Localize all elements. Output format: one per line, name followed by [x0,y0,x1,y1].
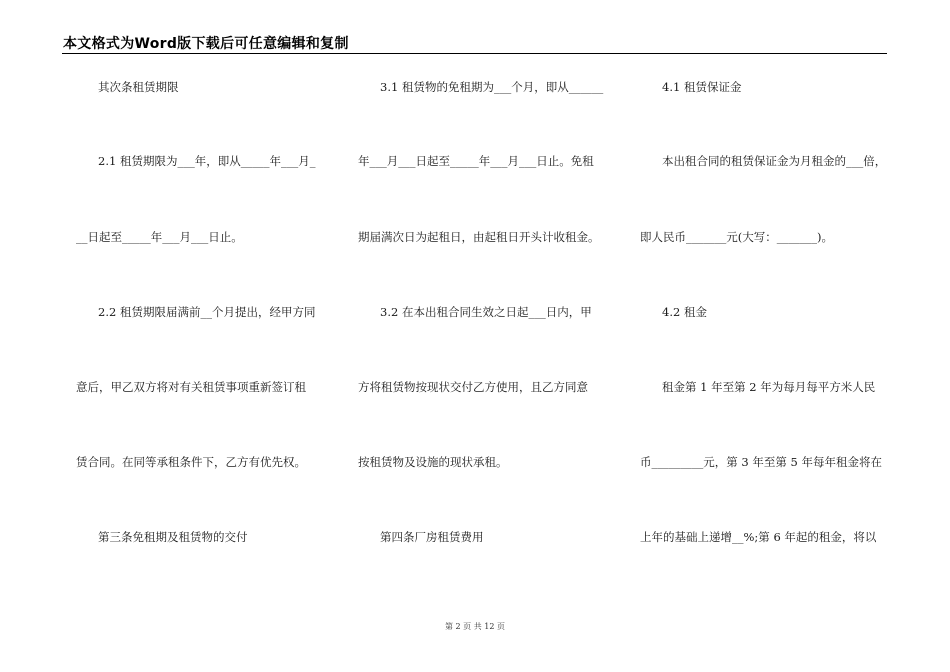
paragraph-line: 即人民币_______元(大写：_______)。 [640,230,833,244]
paragraph-line: 赁合同。在同等承租条件下，乙方有优先权。 [76,455,306,469]
paragraph-line: 4.1 租赁保证金 [662,80,742,94]
paragraph-line: 币_________元，第 3 年至第 5 年每年租金将在 [640,455,883,469]
document-header-title: 本文格式为Word版下载后可任意编辑和复制 [63,36,349,52]
paragraph-line: 按租赁物及设施的现状承租。 [358,455,508,469]
paragraph-line: 3.2 在本出租合同生效之日起___日内，甲 [380,305,592,319]
paragraph-line: 上年的基础上递增__%;第 6 年起的租金，将以 [640,530,877,544]
paragraph-line: 本出租合同的租赁保证金为月租金的___倍， [662,154,887,168]
paragraph-line: 2.2 租赁期限届满前__个月提出，经甲方同 [98,305,316,319]
paragraph-line: 方将租赁物按现状交付乙方使用，且乙方同意 [358,380,588,394]
page-number: 第 2 页 共 12 页 [445,622,505,631]
paragraph-line: 4.2 租金 [662,305,707,319]
paragraph-line: 3.1 租赁物的免租期为___个月，即从______ [380,80,604,94]
paragraph-line: 2.1 租赁期限为___年，即从_____年___月_ [98,154,316,168]
paragraph-line: 其次条租赁期限 [98,80,179,94]
paragraph-line: __日起至_____年___月___日止。 [76,230,243,244]
paragraph-line: 第四条厂房租赁费用 [380,530,484,544]
paragraph-line: 意后，甲乙双方将对有关租赁事项重新签订租 [76,380,306,394]
paragraph-line: 期届满次日为起租日，由起租日开头计收租金。 [358,230,600,244]
paragraph-line: 租金第 1 年至第 2 年为每月每平方米人民 [662,380,876,394]
paragraph-line: 年___月___日起至_____年___月___日止。免租 [358,154,594,168]
header-divider [62,53,887,54]
paragraph-line: 第三条免租期及租赁物的交付 [98,530,248,544]
